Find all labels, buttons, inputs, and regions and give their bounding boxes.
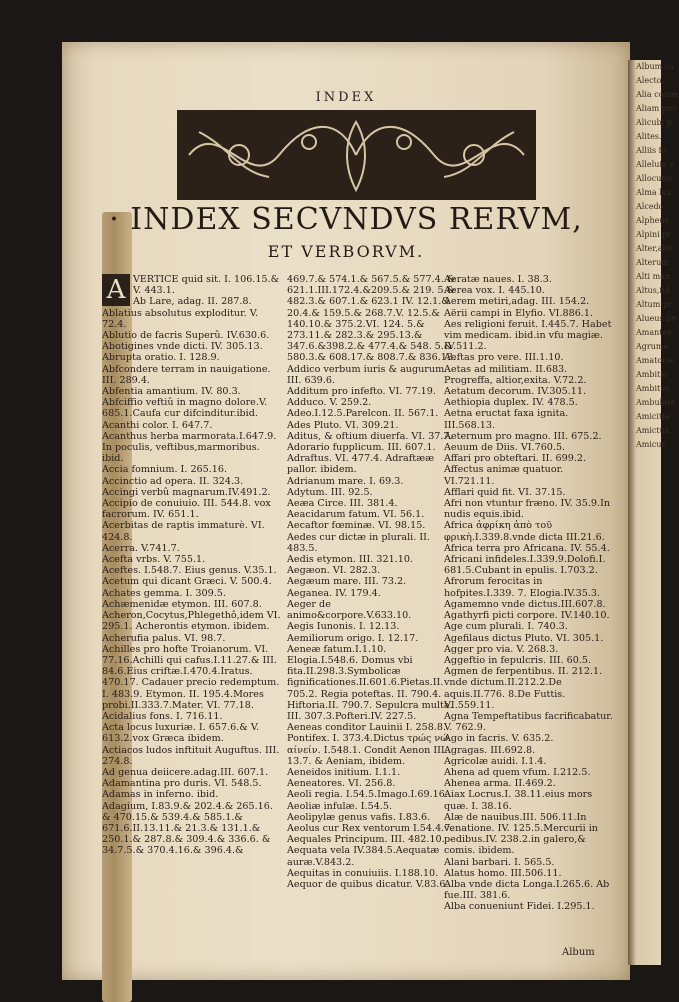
- index-entry: Adraftus. VI. 477.4. Adraftææ pallor. ibidem.: [287, 453, 435, 476]
- index-entry: Aeoli regia. I.54.5.Imago.I.69.16.: [287, 789, 448, 801]
- index-entry: Aetna eructat faxa ignita. III.568.13.: [444, 408, 569, 431]
- index-entry: Affari pro obteftari. II. 699.2.: [444, 453, 587, 465]
- index-entry: Adrianum mare. I. 69.3.: [287, 475, 404, 487]
- fragment-line: Album ca: [636, 62, 674, 71]
- fragment-line: Ambitio: [636, 370, 668, 379]
- index-entry: Age cum plurali. I. 740.3.: [444, 621, 568, 633]
- index-entry: Ago in facris. V. 635.2.: [444, 733, 554, 745]
- index-entry: Aeneæ fatum.I.1.10. Elogia.I.548.6. Domus vbi fita.II.298.3.Symbolicæ fignificationes.II.601.6.Pietas.II. 705.2. Regia poteftas. II. 790.4. Hiftoria.II. 790.7. Sepulcra multa. III. 307.3.Pofteri.IV. 227.5.: [287, 643, 453, 722]
- index-entry: Abotigines vnde dicti. IV. 305.13.: [102, 341, 263, 353]
- index-entry: Alba vnde dicta Longa.I.265.6. Ab fue.III. 381.6.: [444, 878, 610, 902]
- fragment-line: Alueus de: [636, 314, 676, 323]
- index-entry: Adytum. III. 92.5.: [287, 486, 373, 498]
- fragment-line: Amicitia: [636, 412, 670, 421]
- index-entry: Affectus animæ quatuor. VI.721.11.: [444, 464, 564, 487]
- index-entry: Agmen de ferpentibus. II. 212.1. vnde dictum.II.212.2.De aquis.II.776. 8.De Futtis. VI.559.11.: [444, 666, 603, 711]
- fragment-line: Altum pr: [636, 300, 672, 309]
- index-entry: Afri non vtuntur fræno. IV. 35.9.In nudis equis.ibid.: [444, 498, 611, 521]
- index-entry: Africani infideles.I.339.9.Dolofi.I. 681.5.Cubant in epulis. I.703.2.: [444, 554, 606, 577]
- index-entry: Aerem metiri,adag. III. 154.2.: [444, 296, 590, 308]
- index-entry: Acherufia palus. VI. 98.7.: [102, 632, 226, 644]
- index-entry: Aegæon. VI. 282.3.: [287, 565, 381, 577]
- fragment-line: Amictus: [636, 426, 669, 435]
- index-entry: Abfciffio veftiû in magno dolore.V. 685.1.Caufa cur difcinditur.ibid.: [102, 397, 268, 420]
- index-entry: Adeo.I.12.5.Parelcon. II. 567.1.: [287, 408, 439, 420]
- index-entry: Accipio de conuiuio. III. 544.8. vox facrorum. IV. 651.1.: [102, 498, 271, 521]
- index-entry: Aërii campi in Elyfio. VI.886.1.: [444, 307, 594, 319]
- index-entry: Agamemno vnde dictus.III.607.8.: [444, 598, 606, 610]
- fragment-line: Agrume: [636, 342, 669, 351]
- index-entry: Aerea vox. I. 445.10.: [444, 285, 545, 297]
- index-entry: Aequales Principum. III. 482.10.: [287, 834, 445, 846]
- index-entry: Aemiliorum origo. I. 12.17.: [287, 632, 419, 644]
- fragment-line: Alcedo: [636, 202, 664, 211]
- index-entry: Aeger de animo&corpore.V.633.10.: [287, 598, 412, 622]
- index-entry: Aeæa Circe. III. 381.4.: [287, 498, 398, 510]
- index-entry: Aeacidarum fatum. VI. 56.1.: [287, 509, 425, 521]
- index-entry: Aeganea. IV. 179.4.: [287, 587, 381, 599]
- index-entry: Aeneatores. VI. 256.8.: [287, 778, 396, 790]
- ornamental-headpiece: [177, 110, 536, 200]
- fragment-line: Alti man: [636, 272, 671, 281]
- index-entry: Aecaftor fœminæ. VI. 98.15.: [287, 520, 426, 532]
- index-entry: Aedes cur dictæ in plurali. II. 483.5.: [287, 531, 430, 554]
- index-entry: Achæmenidæ etymon. III. 607.8.: [102, 598, 262, 610]
- index-entry: Aeneidos initium. I.1.1.: [287, 766, 401, 778]
- index-entry: Acanthi color. I. 647.7.: [102, 419, 213, 431]
- index-entry: Acerbitas de raptis immaturè. VI. 424.8.: [102, 520, 265, 543]
- index-entry: Ahenea arma. II.469.2.: [444, 778, 556, 790]
- index-entry: Adagium, I.83.9.& 202.4.& 265.16. & 470.15.& 539.4.& 585.1.& 671.6.II.13.11.& 21.3.& 131.1.& 250.1.& 287.8.& 309.4.& 336.6. & 34.7.5.& 370.4.16.& 396.4.&: [102, 800, 273, 857]
- index-entry: Alba conueniunt Fidei. I.295.1.: [444, 901, 595, 913]
- fragment-line: Alia conne: [636, 90, 679, 99]
- index-column-right: [444, 274, 614, 913]
- index-entry: Aeratæ naues. I. 38.3.: [444, 274, 552, 285]
- index-entry: Aeneas conditor Lauinii I. 258.8. Pontifex. I. 373.4.Dictus τρώς νώ αίνείν. I.548.1. Condit Aenon III. 13.7. & Aeniam, ibidem.: [287, 722, 449, 767]
- index-entry: Aetatum decorum. IV.305.11.: [444, 386, 586, 398]
- index-entry: Ab Lare, adag. II. 287.8.: [133, 296, 252, 308]
- fragment-line: Alma lux: [636, 188, 672, 197]
- index-entry: Accingi verbû magnarum.IV.491.2.: [102, 486, 271, 498]
- index-entry: 469.7.& 574.1.& 567.5.& 577.4. & 621.1.III.172.4.&209.5.& 219. 5.& 482.3.& 607.1.& 623.1 IV. 12.1.& 20.4.& 159.5.& 268.7.V. 12.5.& 140.10.& 375.2.VI. 124. 5.& 273.11.& 282.3.& 295.13.& 347.6.&398.2.& 477.4.& 548. 5.& 580.3.& 608.17.& 808.7.& 836.13.: [287, 274, 457, 364]
- index-entry: Afflari quid fit. VI. 37.15.: [444, 486, 566, 498]
- index-entry: Aeternum pro magno. III. 675.2.: [444, 430, 602, 442]
- index-entry: Aeolus cur Rex ventorum I.54.4.7.: [287, 822, 454, 834]
- fragment-line: Alpheus: [636, 216, 669, 225]
- fragment-line: Alecto,: [636, 76, 665, 85]
- index-entry: Aetas ad militiam. II.683. Progreffa, altior,exita. V.72.2.: [444, 363, 587, 386]
- index-entry: Aeftas pro vere. III.1.10.: [444, 352, 564, 364]
- fragment-line: Aliam pro: [636, 104, 676, 113]
- index-entry: Aegæum mare. III. 73.2.: [287, 576, 407, 588]
- index-entry: Aeuum de Diis. VI.760.5.: [444, 442, 566, 454]
- index-column-left: [102, 274, 282, 857]
- index-entry: Aes religioni feruit. I.445.7. Habet vim medicam. ibid.in vfu magiæ. IV.511.2.: [444, 318, 612, 353]
- index-entry: Abfcondere terram in nauigatione. III. 289.4.: [102, 363, 271, 386]
- index-entry: Agragas. III.692.8.: [444, 744, 536, 756]
- fragment-line: Alter,alte: [636, 244, 674, 253]
- index-entry: Alani barbari. I. 565.5.: [444, 856, 555, 868]
- fragment-line: Amantes: [636, 328, 672, 337]
- index-entry: Adduco. V. 259.2.: [287, 397, 372, 409]
- index-entry: Agricolæ auidi. I.1.4.: [444, 755, 547, 767]
- index-entry: Agefilaus dictus Pluto. VI. 305.1.: [444, 632, 604, 644]
- fragment-line: Altus,ful: [636, 286, 671, 295]
- index-entry: Aequata vela IV.384.5.Aequatæ auræ.V.843.2.: [287, 845, 440, 868]
- index-entry: Acerra. V.741.7.: [102, 542, 180, 554]
- fragment-line: Alites.: [636, 132, 662, 141]
- index-entry: Acta locus luxuriæ. I. 657.6.& V. 613.2.vox Græca ibidem.: [102, 722, 260, 745]
- index-column-middle: [287, 274, 457, 890]
- fragment-line: Alicubi p: [636, 118, 672, 127]
- index-entry: Ablatius absolutus exploditur. V. 72.4.: [102, 307, 258, 330]
- index-entry: Africa ἀφρίκη ἀπὸ τοῦ φρικὴ.I.339.8.vnde dicta III.21.6. Africa terra pro Africana. IV. 55.4.: [444, 520, 610, 554]
- index-entry: Aedis etymon. III. 321.10.: [287, 554, 413, 566]
- index-entry: Aceftes. I.548.7. Eius genus. V.35.1.: [102, 565, 277, 577]
- index-entry: Ahena ad quem vfum. I.212.5.: [444, 766, 591, 778]
- index-entry: Aeolipylæ genus vafis. I.83.6.: [287, 811, 431, 823]
- index-entry: Afrorum ferocitas in hofpites.I.339. 7. Elogia.IV.35.3.: [444, 576, 601, 599]
- page-subtitle: ET VERBORVM.: [267, 242, 425, 261]
- index-entry: Alatus homo. III.506.11.: [444, 867, 562, 879]
- index-entry: Acheron,Cocytus,Phlegethô,idem VI. 295.1. Acherontis etymon. ibidem.: [102, 610, 281, 633]
- fragment-line: Ambitus: [636, 384, 670, 393]
- fragment-line: Alleluia v: [636, 160, 674, 169]
- fragment-line: Ambulare: [636, 398, 676, 407]
- index-entry: Acanthus herba marmorata.I.647.9. In poculis, veftibus,marmoribus. ibid.: [102, 430, 277, 465]
- fragment-line: Allocutio: [636, 174, 672, 183]
- index-entry: VERTICE quid sit. I. 106.15.& V. 443.1.: [133, 274, 280, 297]
- index-entry: Aditus, & oftium diuerfa. VI. 37.7.: [287, 430, 453, 442]
- index-entry: Alæ de nauibus.III. 506.11.In venatione. IV. 125.5.Mercurii in pedibus.IV. 238.2.in galero,& comis. ibidem.: [444, 811, 598, 857]
- index-entry: Achilles pro hofte Troianorum. VI. 77.16.Achilli qui cafus.I.11.27.& III. 84.6.Eius criftæ.I.470.4.Iratus. 470.17. Cadauer precio redemptum. I. 483.9. Etymon. II. 195.4.Mores probi.II.333.7.Mater. VI. 77.18.: [102, 643, 280, 711]
- fragment-line: Alterum: [636, 258, 669, 267]
- running-head: INDEX: [315, 90, 377, 105]
- decorative-initial: A: [102, 274, 130, 306]
- fragment-line: Alpini pr: [636, 230, 672, 239]
- index-entry: Abfentia amantium. IV. 80.3.: [102, 386, 241, 398]
- index-entry: Agna Tempeftatibus facrificabatur. V. 762.9.: [444, 710, 613, 734]
- index-entry: Aequor de quibus dicatur. V.83.6.: [287, 878, 449, 890]
- index-entry: Accinctio ad opera. II. 324.3.: [102, 475, 244, 487]
- index-entry: Ad genua deiicere.adag.III. 607.1.: [102, 766, 269, 778]
- index-entry: Acetum qui dicant Græci. V. 500.4.: [102, 576, 272, 588]
- index-entry: Acefta vrbs. V. 755.1.: [102, 554, 206, 566]
- index-entry: Agger pro via. V. 268.3.: [444, 643, 559, 655]
- index-entry: Abrupta oratio. I. 128.9.: [102, 352, 220, 364]
- catchword: Album: [562, 947, 595, 958]
- adjacent-page-fragment: [628, 60, 679, 965]
- index-entry: Aethiopia duplex. IV. 478.5.: [444, 397, 578, 409]
- index-entry: Acidalius fons. I. 716.11.: [102, 710, 223, 722]
- fragment-line: Amicus: [636, 440, 666, 449]
- index-entry: Accia fomnium. I. 265.16.: [102, 464, 228, 476]
- index-entry: Addico verbum iuris & augurum. III. 639.6.: [287, 363, 448, 386]
- index-entry: Agathyrfi picti corpore. IV.140.10.: [444, 610, 610, 622]
- index-entry: Aeoliæ infulæ. I.54.5.: [287, 800, 392, 812]
- fragment-line: Alliis fo: [636, 146, 667, 155]
- index-entry: Additum pro infefto. VI. 77.19.: [287, 386, 436, 398]
- index-entry: Adamantina pro duris. VI. 548.5. Adamas in inferno. ibid.: [102, 778, 262, 801]
- index-entry: Actiacos ludos inftituit Auguftus. III. 274.8.: [102, 744, 280, 767]
- index-entry: Aequitas in conuiuiis. I.188.10.: [287, 867, 439, 879]
- index-entry: Aegis Iunonis. I. 12.13.: [287, 621, 400, 633]
- index-entry: Ablutio de facris Superû. IV.630.6.: [102, 330, 270, 342]
- index-entry: Adorario fupplicum. III. 607.1.: [287, 442, 436, 454]
- index-entry: Ades Pluto. VI. 309.21.: [287, 419, 399, 431]
- page-title: · INDEX SECVNDVS RERVM,: [109, 202, 583, 237]
- fragment-line: Amatoria: [636, 356, 674, 365]
- book-page: [62, 42, 630, 980]
- index-entry: Aggeftio in fepulcris. III. 60.5.: [444, 654, 592, 666]
- index-entry: Achates gemma. I. 309.5.: [102, 587, 226, 599]
- index-entry: Aiax Locrus.I. 38.11.eius mors quæ. I. 38.16.: [444, 789, 593, 812]
